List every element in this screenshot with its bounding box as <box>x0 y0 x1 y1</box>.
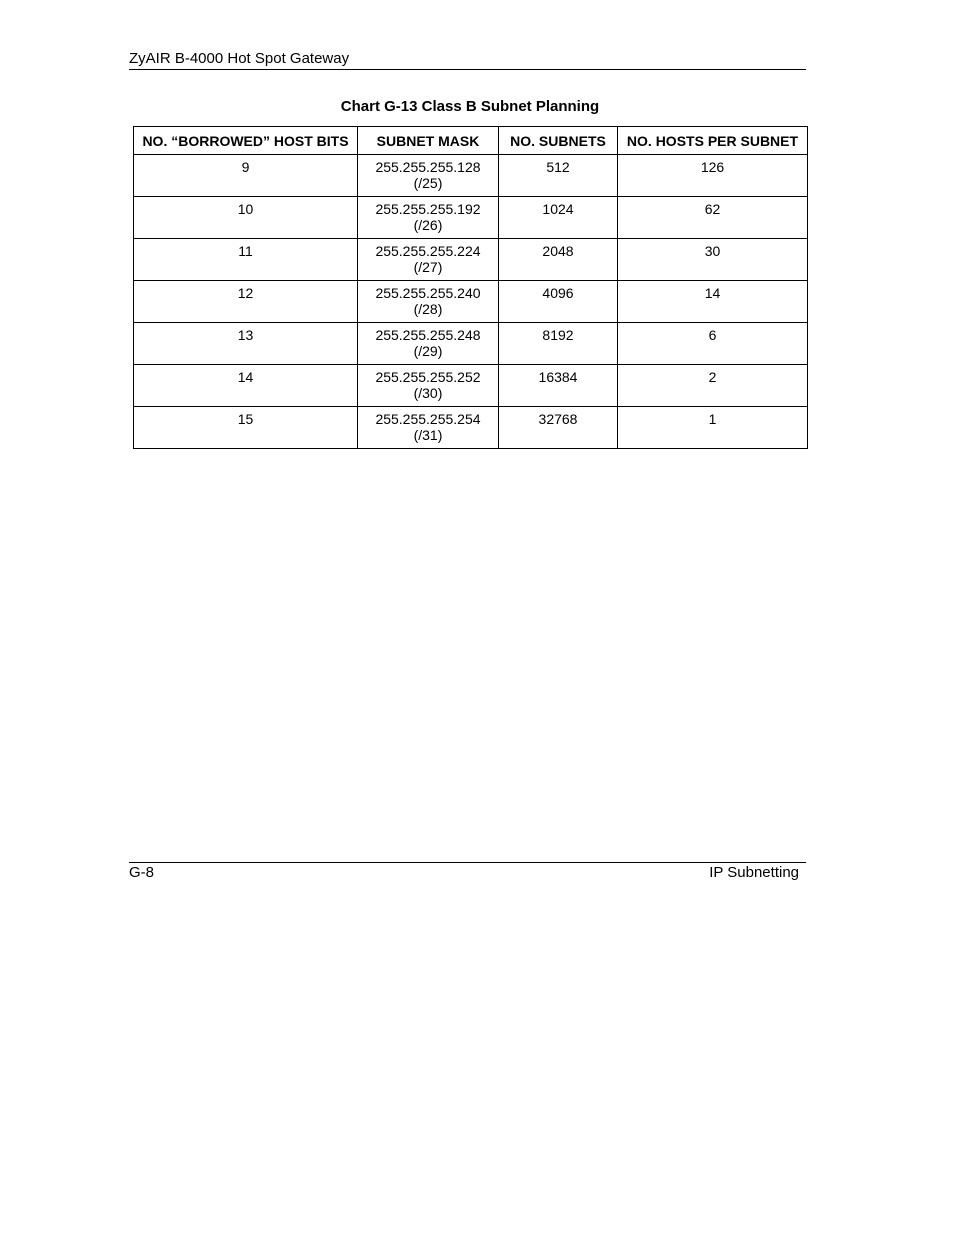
hosts-per-subnet-cell: 1 <box>618 407 808 449</box>
borrowed-bits-cell: 15 <box>134 407 358 449</box>
subnet-mask-cell <box>358 323 499 365</box>
subnet-mask-value: 255.255.255.192 <box>375 201 481 217</box>
document-title: ZyAIR B-4000 Hot Spot Gateway <box>129 50 350 67</box>
subnet-mask-value: 255.255.255.128 <box>375 159 481 175</box>
subnet-mask-value: 255.255.255.254 <box>375 411 481 427</box>
subnet-mask-cell <box>358 239 499 281</box>
table-row <box>134 281 808 323</box>
subnet-mask-value: 255.255.255.224 <box>375 243 481 259</box>
column-header-hosts-per-subnet: NO. HOSTS PER SUBNET <box>618 127 808 155</box>
subnet-mask-cell <box>358 197 499 239</box>
table-row <box>134 239 808 281</box>
subnet-mask-cell <box>358 155 499 197</box>
subnet-mask-cell <box>358 281 499 323</box>
subnets-count-cell: 512 <box>499 155 618 197</box>
subnets-count-cell: 32768 <box>499 407 618 449</box>
page-footer <box>129 862 806 885</box>
subnets-count-cell: 4096 <box>499 281 618 323</box>
subnet-mask-value: 255.255.255.248 <box>375 327 481 343</box>
borrowed-bits-cell: 9 <box>134 155 358 197</box>
hosts-per-subnet-cell: 14 <box>618 281 808 323</box>
table-row <box>134 407 808 449</box>
borrowed-bits-cell: 11 <box>134 239 358 281</box>
prefix-length: (/26) <box>413 217 443 233</box>
prefix-length: (/29) <box>413 343 443 359</box>
subnets-count-cell: 8192 <box>499 323 618 365</box>
subnets-count-cell: 16384 <box>499 365 618 407</box>
prefix-length: (/28) <box>413 301 443 317</box>
chart-caption: Chart G-13 Class B Subnet Planning <box>340 98 600 115</box>
borrowed-bits-cell: 14 <box>134 365 358 407</box>
section-name: IP Subnetting <box>709 864 799 881</box>
hosts-per-subnet-cell: 62 <box>618 197 808 239</box>
hosts-per-subnet-cell: 126 <box>618 155 808 197</box>
column-header-subnet-mask: SUBNET MASK <box>358 127 499 155</box>
prefix-length: (/27) <box>413 259 443 275</box>
subnet-mask-cell <box>358 365 499 407</box>
table-row <box>134 155 808 197</box>
hosts-per-subnet-cell: 2 <box>618 365 808 407</box>
subnet-mask-value: 255.255.255.240 <box>375 285 481 301</box>
page-number: G-8 <box>129 864 155 881</box>
prefix-length: (/25) <box>413 175 443 191</box>
column-header-borrowed-host-bits: NO. “BORROWED” HOST BITS <box>134 127 358 155</box>
prefix-length: (/30) <box>413 385 443 401</box>
borrowed-bits-cell: 13 <box>134 323 358 365</box>
borrowed-bits-cell: 10 <box>134 197 358 239</box>
hosts-per-subnet-cell: 6 <box>618 323 808 365</box>
subnets-count-cell: 2048 <box>499 239 618 281</box>
prefix-length: (/31) <box>413 427 443 443</box>
table-row <box>134 197 808 239</box>
subnet-mask-cell <box>358 407 499 449</box>
subnets-count-cell: 1024 <box>499 197 618 239</box>
subnet-planning-table <box>133 126 808 449</box>
table-row <box>134 365 808 407</box>
hosts-per-subnet-cell: 30 <box>618 239 808 281</box>
page-header <box>129 49 806 70</box>
borrowed-bits-cell: 12 <box>134 281 358 323</box>
subnet-mask-value: 255.255.255.252 <box>375 369 481 385</box>
table-header <box>134 127 808 155</box>
table-header-row <box>134 127 808 155</box>
column-header-no-subnets: NO. SUBNETS <box>499 127 618 155</box>
table-body <box>134 155 808 449</box>
table-row <box>134 323 808 365</box>
